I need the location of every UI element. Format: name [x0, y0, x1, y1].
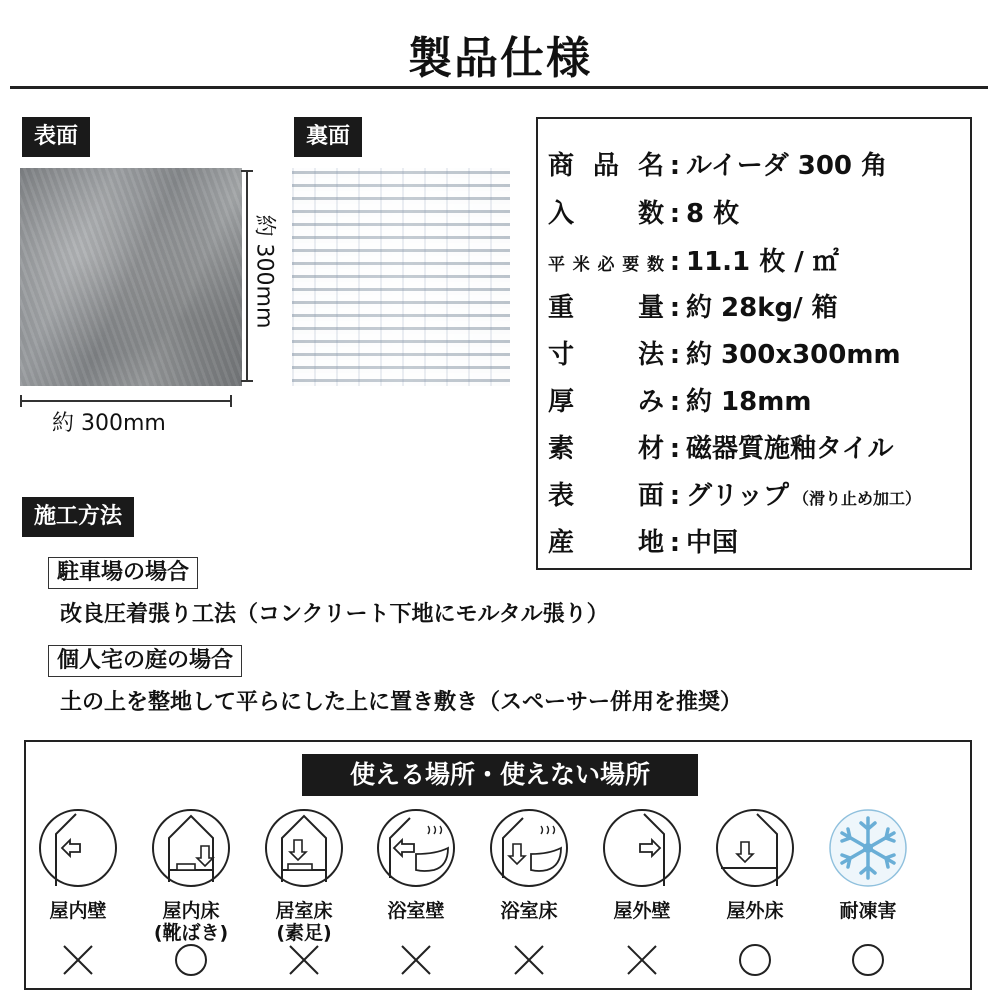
case-description-garden: 土の上を整地して平らにした上に置き敷き（スペーサー併用を推奨）: [60, 690, 743, 715]
height-dimension-label: 約 300mm: [251, 214, 277, 329]
spec-row-quantity: 入 数 : 8 枚: [548, 193, 739, 230]
spec-row-thickness: 厚 み : 約 18mm: [548, 381, 811, 418]
outdoor-floor-icon: [715, 808, 795, 888]
spec-key: 入 数: [548, 199, 664, 229]
bathroom-wall-icon: [376, 808, 456, 888]
snowflake-icon: [828, 808, 908, 888]
indoor-floor-icon: [151, 808, 231, 888]
case-description-parking: 改良圧着張り工法（コンクリート下地にモルタル張り）: [60, 602, 609, 627]
spec-value: 11.1 枚 / ㎡: [686, 247, 839, 277]
spec-key: 重 量: [548, 293, 664, 323]
usage-label: 居室床: [275, 900, 333, 922]
spec-value: 中国: [686, 528, 739, 558]
spec-key: 厚 み: [548, 387, 664, 417]
tile-front-image: [20, 168, 242, 386]
height-dimension-line: [246, 170, 248, 382]
spec-row-material: 素 材 : 磁器質施釉タイル: [548, 428, 893, 465]
usage-label: 屋外壁: [613, 900, 671, 922]
spec-row-dimensions: 寸 法 : 約 300x300mm: [548, 334, 901, 371]
spec-key: 表 面: [548, 481, 664, 511]
usage-item-indoor-wall: [28, 808, 128, 988]
spec-row-weight: 重 量 : 約 28kg/ 箱: [548, 287, 838, 324]
usage-label: 浴室床: [500, 900, 558, 922]
not-usable-mark: [398, 942, 434, 978]
usage-item-bathroom-wall: [366, 808, 466, 988]
spec-value: ルイーダ 300 角: [686, 151, 888, 181]
not-usable-mark: [60, 942, 96, 978]
not-usable-mark: [511, 942, 547, 978]
usage-item-living-room-floor: 居室床 (素足): [254, 808, 354, 988]
spec-note: （滑り止め加工）: [792, 489, 921, 508]
usage-label: 屋内床: [162, 900, 220, 922]
usage-label: 屋内壁: [49, 900, 107, 922]
case-heading-garden: 個人宅の庭の場合: [48, 645, 242, 677]
spec-key: 商 品 名: [548, 151, 664, 181]
spec-key: 産 地: [548, 528, 664, 558]
construction-method-title: 施工方法: [22, 497, 134, 537]
title-divider: [10, 86, 988, 89]
spec-table: [536, 117, 972, 570]
usage-item-outdoor-floor: [705, 808, 805, 988]
indoor-wall-icon: [38, 808, 118, 888]
living-room-floor-icon: [264, 808, 344, 888]
spec-value: 約 28kg/ 箱: [686, 293, 838, 323]
usable-mark: [850, 942, 886, 978]
not-usable-mark: [286, 942, 322, 978]
spec-row-surface: 表 面 : グリップ （滑り止め加工）: [548, 475, 921, 512]
case-heading-parking: 駐車場の場合: [48, 557, 198, 589]
usage-label: 屋外床: [726, 900, 784, 922]
width-dimension-label: 約 300mm: [52, 411, 166, 436]
back-surface-label: 裏面: [294, 117, 362, 157]
spec-key: 平米必要数: [548, 255, 664, 275]
front-surface-label: 表面: [22, 117, 90, 157]
usage-label: 浴室壁: [387, 900, 445, 922]
spec-row-origin: 産 地 : 中国: [548, 522, 738, 559]
spec-row-product-name: 商 品 名 : ルイーダ 300 角: [548, 145, 887, 182]
spec-value: グリップ: [686, 481, 789, 511]
usage-title: 使える場所・使えない場所: [302, 754, 698, 796]
tile-back-image: [292, 168, 510, 386]
usage-label: 耐凍害: [839, 900, 897, 922]
spec-value: 約 300x300mm: [686, 340, 901, 370]
usage-item-outdoor-wall: [592, 808, 692, 988]
page-title: 製品仕様: [408, 33, 592, 84]
usage-item-indoor-floor: 屋内床 (靴ばき): [141, 808, 241, 988]
spec-key: 素 材: [548, 434, 664, 464]
spec-key: 寸 法: [548, 340, 664, 370]
outdoor-wall-icon: [602, 808, 682, 888]
not-usable-mark: [624, 942, 660, 978]
spec-value: 磁器質施釉タイル: [686, 434, 894, 464]
usable-mark: [173, 942, 209, 978]
usable-mark: [737, 942, 773, 978]
usage-item-freeze-resistance: [818, 808, 918, 988]
spec-value: 約 18mm: [686, 387, 812, 417]
spec-value: 8 枚: [686, 199, 740, 229]
bathroom-floor-icon: [489, 808, 569, 888]
usage-item-bathroom-floor: [479, 808, 579, 988]
spec-row-per-sqm: 平米必要数 : 11.1 枚 / ㎡: [548, 241, 839, 278]
width-dimension-line: [20, 400, 232, 402]
